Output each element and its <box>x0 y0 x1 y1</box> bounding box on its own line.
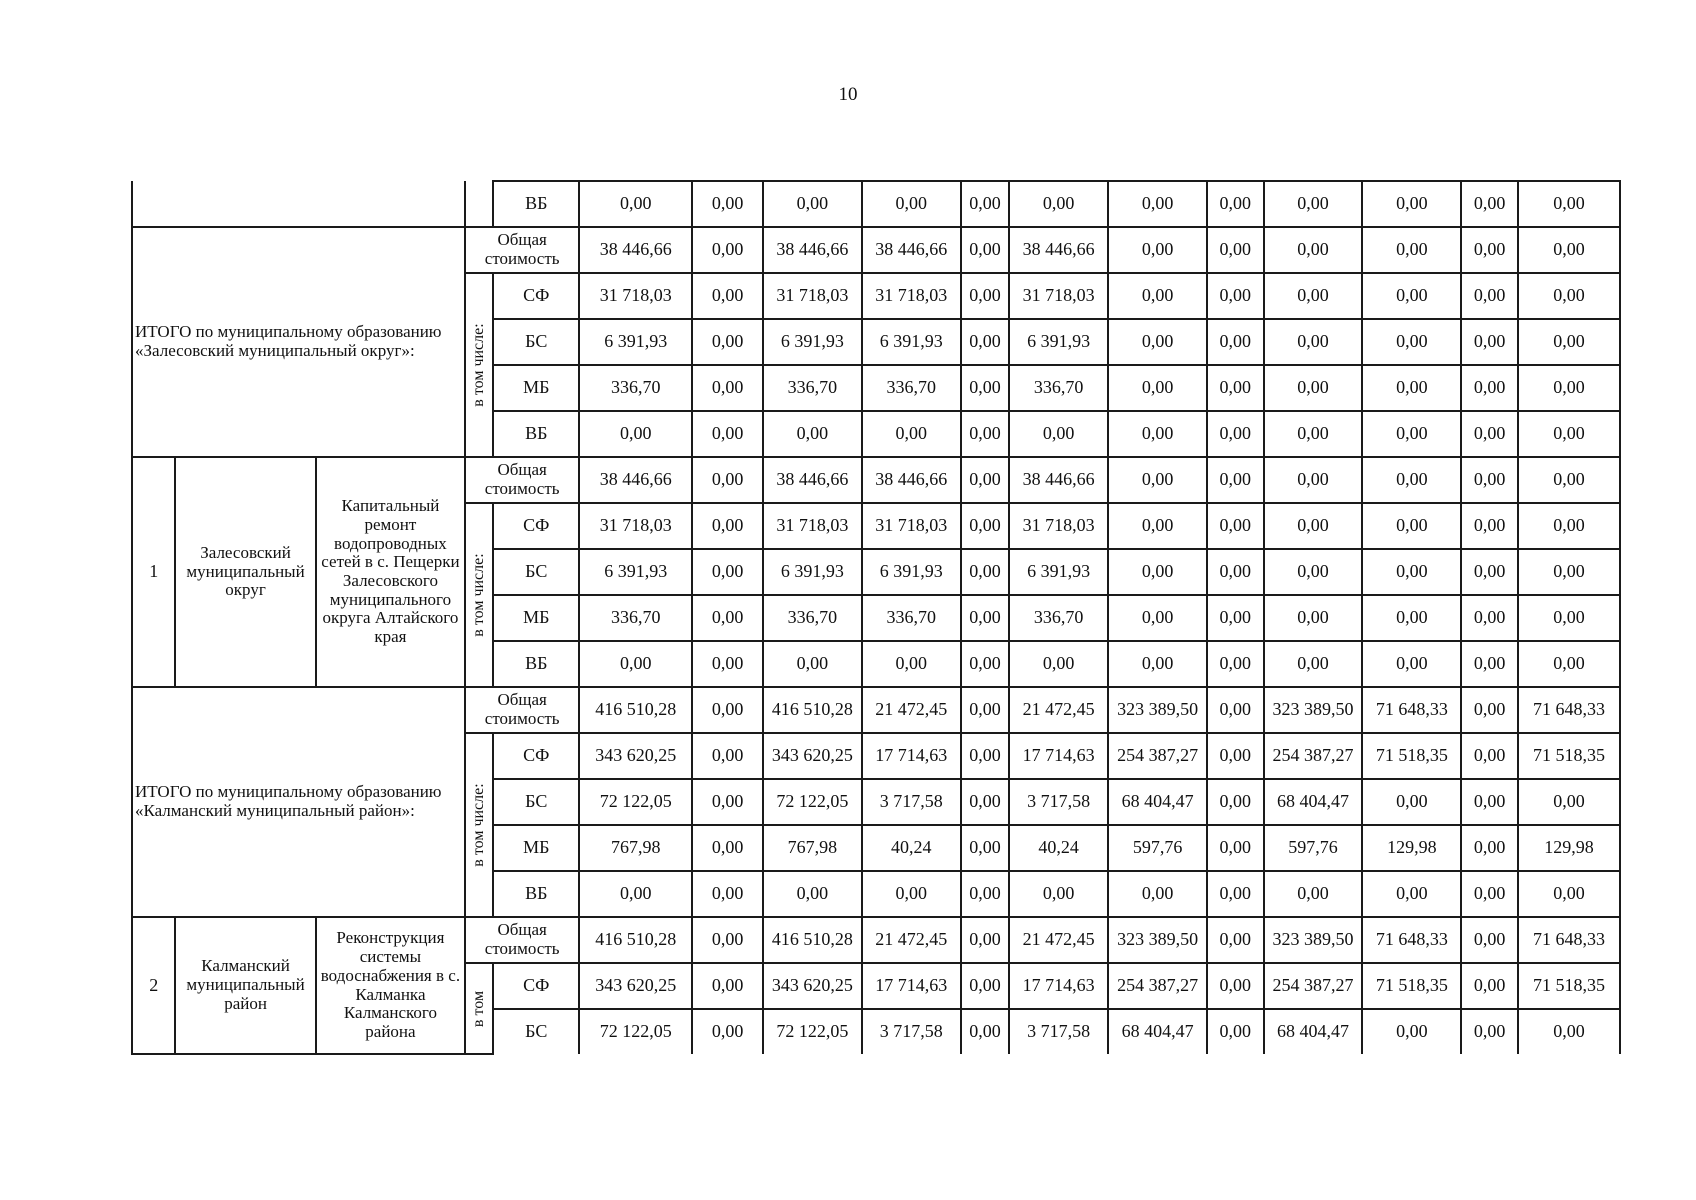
source-label: СФ <box>493 273 579 319</box>
value-cell: 0,00 <box>1207 181 1264 227</box>
value-cell: 0,00 <box>1264 503 1363 549</box>
value-cell: 68 404,47 <box>1264 779 1363 825</box>
value-cell: 0,00 <box>961 411 1009 457</box>
value-cell: 0,00 <box>862 871 961 917</box>
value-cell: 254 387,27 <box>1264 963 1363 1009</box>
value-cell: 40,24 <box>862 825 961 871</box>
value-cell: 0,00 <box>1264 641 1363 687</box>
value-cell: 336,70 <box>862 365 961 411</box>
source-label: ВБ <box>493 181 579 227</box>
funding-table <box>131 180 1621 1055</box>
value-cell: 0,00 <box>1362 1009 1461 1054</box>
value-cell: 0,00 <box>1518 549 1620 595</box>
value-cell: 0,00 <box>1461 595 1518 641</box>
value-cell: 0,00 <box>1108 641 1207 687</box>
value-cell: 0,00 <box>1207 825 1264 871</box>
value-cell: 0,00 <box>1207 503 1264 549</box>
value-cell: 0,00 <box>1009 181 1108 227</box>
value-cell: 0,00 <box>1207 733 1264 779</box>
value-cell: 6 391,93 <box>763 549 862 595</box>
value-cell: 40,24 <box>1009 825 1108 871</box>
including-label <box>465 503 493 687</box>
value-cell: 3 717,58 <box>862 779 961 825</box>
value-cell: 0,00 <box>1264 411 1363 457</box>
page-number: 10 <box>838 84 858 105</box>
value-cell: 336,70 <box>1009 595 1108 641</box>
value-cell: 0,00 <box>692 227 763 273</box>
value-cell: 0,00 <box>1264 871 1363 917</box>
value-cell: 0,00 <box>1518 1009 1620 1054</box>
value-cell: 0,00 <box>1362 503 1461 549</box>
value-cell: 597,76 <box>1264 825 1363 871</box>
value-cell: 0,00 <box>692 917 763 963</box>
value-cell: 21 472,45 <box>1009 687 1108 733</box>
source-label: СФ <box>493 503 579 549</box>
table-row <box>132 181 1620 227</box>
value-cell: 3 717,58 <box>1009 1009 1108 1054</box>
value-cell: 0,00 <box>961 227 1009 273</box>
value-cell: 336,70 <box>579 595 692 641</box>
value-cell: 0,00 <box>692 779 763 825</box>
table-row <box>132 457 1620 503</box>
value-cell: 323 389,50 <box>1108 687 1207 733</box>
value-cell: 0,00 <box>1207 779 1264 825</box>
value-cell: 0,00 <box>961 733 1009 779</box>
value-cell: 3 717,58 <box>1009 779 1108 825</box>
value-cell: 0,00 <box>1362 779 1461 825</box>
value-cell: 0,00 <box>1207 227 1264 273</box>
value-cell: 38 446,66 <box>1009 227 1108 273</box>
value-cell: 31 718,03 <box>1009 273 1108 319</box>
empty-cell <box>465 181 493 227</box>
value-cell: 0,00 <box>1207 319 1264 365</box>
value-cell: 6 391,93 <box>1009 549 1108 595</box>
value-cell: 0,00 <box>1362 227 1461 273</box>
value-cell: 0,00 <box>961 181 1009 227</box>
value-cell: 0,00 <box>1264 549 1363 595</box>
value-cell: 0,00 <box>1461 227 1518 273</box>
value-cell: 0,00 <box>1264 365 1363 411</box>
value-cell: 68 404,47 <box>1264 1009 1363 1054</box>
value-cell: 0,00 <box>1108 411 1207 457</box>
object-description: Капитальный ремонт водопроводных сетей в с. Пещерки Залесовского муниципального округа Алтайского края <box>316 457 465 687</box>
value-cell: 323 389,50 <box>1264 917 1363 963</box>
value-cell: 0,00 <box>961 641 1009 687</box>
source-label: ВБ <box>493 641 579 687</box>
value-cell: 0,00 <box>1207 365 1264 411</box>
including-text: в том числе: <box>470 323 488 407</box>
value-cell: 0,00 <box>1461 733 1518 779</box>
value-cell: 0,00 <box>1461 273 1518 319</box>
source-label: СФ <box>493 963 579 1009</box>
value-cell: 0,00 <box>961 963 1009 1009</box>
value-cell: 31 718,03 <box>763 273 862 319</box>
value-cell: 0,00 <box>692 319 763 365</box>
value-cell: 0,00 <box>1264 595 1363 641</box>
value-cell: 0,00 <box>1518 273 1620 319</box>
value-cell: 0,00 <box>1207 595 1264 641</box>
value-cell: 254 387,27 <box>1108 963 1207 1009</box>
value-cell: 71 518,35 <box>1362 963 1461 1009</box>
value-cell: 129,98 <box>1362 825 1461 871</box>
value-cell: 0,00 <box>1518 503 1620 549</box>
value-cell: 0,00 <box>862 411 961 457</box>
value-cell: 6 391,93 <box>579 319 692 365</box>
value-cell: 0,00 <box>579 641 692 687</box>
value-cell: 0,00 <box>692 457 763 503</box>
value-cell: 0,00 <box>692 503 763 549</box>
value-cell: 0,00 <box>1108 457 1207 503</box>
value-cell: 0,00 <box>1207 871 1264 917</box>
value-cell: 0,00 <box>763 411 862 457</box>
value-cell: 0,00 <box>692 549 763 595</box>
value-cell: 6 391,93 <box>862 549 961 595</box>
value-cell: 71 648,33 <box>1518 917 1620 963</box>
value-cell: 0,00 <box>1207 641 1264 687</box>
including-label <box>465 963 493 1054</box>
value-cell: 0,00 <box>961 319 1009 365</box>
value-cell: 0,00 <box>1009 871 1108 917</box>
value-cell: 0,00 <box>961 871 1009 917</box>
value-cell: 0,00 <box>763 871 862 917</box>
value-cell: 0,00 <box>1362 549 1461 595</box>
value-cell: 71 648,33 <box>1362 917 1461 963</box>
source-label: СФ <box>493 733 579 779</box>
including-text: в том <box>470 990 488 1027</box>
value-cell: 0,00 <box>1264 273 1363 319</box>
value-cell: 0,00 <box>1362 319 1461 365</box>
value-cell: 17 714,63 <box>1009 733 1108 779</box>
table-row <box>132 687 1620 733</box>
municipality-name: Залесовский муниципальный округ <box>175 457 315 687</box>
table-row <box>132 917 1620 963</box>
value-cell: 0,00 <box>1362 181 1461 227</box>
value-cell: 0,00 <box>692 273 763 319</box>
value-cell: 343 620,25 <box>763 963 862 1009</box>
value-cell: 31 718,03 <box>1009 503 1108 549</box>
value-cell: 0,00 <box>961 595 1009 641</box>
value-cell: 0,00 <box>1518 227 1620 273</box>
value-cell: 0,00 <box>1108 549 1207 595</box>
total-cost-label: Общая стоимость <box>465 457 579 503</box>
source-label: ВБ <box>493 411 579 457</box>
value-cell: 336,70 <box>1009 365 1108 411</box>
value-cell: 38 446,66 <box>579 227 692 273</box>
including-label <box>465 733 493 917</box>
value-cell: 6 391,93 <box>1009 319 1108 365</box>
value-cell: 129,98 <box>1518 825 1620 871</box>
empty-cell <box>132 181 465 227</box>
value-cell: 0,00 <box>692 595 763 641</box>
including-text: в том числе: <box>470 553 488 637</box>
value-cell: 0,00 <box>1362 365 1461 411</box>
value-cell: 254 387,27 <box>1108 733 1207 779</box>
value-cell: 31 718,03 <box>579 503 692 549</box>
value-cell: 343 620,25 <box>763 733 862 779</box>
value-cell: 0,00 <box>1461 319 1518 365</box>
value-cell: 0,00 <box>1108 595 1207 641</box>
value-cell: 0,00 <box>692 963 763 1009</box>
value-cell: 0,00 <box>1461 503 1518 549</box>
value-cell: 68 404,47 <box>1108 779 1207 825</box>
value-cell: 0,00 <box>763 641 862 687</box>
value-cell: 38 446,66 <box>862 227 961 273</box>
value-cell: 3 717,58 <box>862 1009 961 1054</box>
value-cell: 0,00 <box>1518 365 1620 411</box>
value-cell: 336,70 <box>579 365 692 411</box>
value-cell: 343 620,25 <box>579 963 692 1009</box>
value-cell: 38 446,66 <box>1009 457 1108 503</box>
value-cell: 0,00 <box>1461 825 1518 871</box>
value-cell: 0,00 <box>961 687 1009 733</box>
value-cell: 0,00 <box>961 457 1009 503</box>
value-cell: 0,00 <box>961 917 1009 963</box>
value-cell: 0,00 <box>1207 1009 1264 1054</box>
source-label: МБ <box>493 365 579 411</box>
value-cell: 0,00 <box>763 181 862 227</box>
value-cell: 31 718,03 <box>862 273 961 319</box>
value-cell: 0,00 <box>1207 549 1264 595</box>
source-label: БС <box>493 549 579 595</box>
value-cell: 416 510,28 <box>579 687 692 733</box>
value-cell: 0,00 <box>1009 641 1108 687</box>
value-cell: 0,00 <box>1461 687 1518 733</box>
value-cell: 0,00 <box>1518 457 1620 503</box>
value-cell: 343 620,25 <box>579 733 692 779</box>
value-cell: 0,00 <box>1461 779 1518 825</box>
value-cell: 0,00 <box>1518 641 1620 687</box>
value-cell: 0,00 <box>579 181 692 227</box>
value-cell: 0,00 <box>1518 181 1620 227</box>
value-cell: 0,00 <box>1461 411 1518 457</box>
value-cell: 0,00 <box>1108 365 1207 411</box>
value-cell: 0,00 <box>692 181 763 227</box>
value-cell: 71 518,35 <box>1518 733 1620 779</box>
value-cell: 0,00 <box>1362 595 1461 641</box>
value-cell: 68 404,47 <box>1108 1009 1207 1054</box>
municipality-name: Калманский муниципальный район <box>175 917 315 1054</box>
total-title: ИТОГО по муниципальному образованию «Калманский муниципальный район»: <box>132 687 465 917</box>
value-cell: 0,00 <box>1362 411 1461 457</box>
value-cell: 0,00 <box>692 365 763 411</box>
value-cell: 0,00 <box>1461 641 1518 687</box>
value-cell: 0,00 <box>1207 411 1264 457</box>
value-cell: 0,00 <box>961 1009 1009 1054</box>
value-cell: 72 122,05 <box>763 1009 862 1054</box>
value-cell: 31 718,03 <box>579 273 692 319</box>
value-cell: 31 718,03 <box>763 503 862 549</box>
value-cell: 21 472,45 <box>862 687 961 733</box>
value-cell: 0,00 <box>1518 595 1620 641</box>
total-title: ИТОГО по муниципальному образованию «Залесовский муниципальный округ»: <box>132 227 465 457</box>
value-cell: 0,00 <box>692 687 763 733</box>
value-cell: 0,00 <box>961 365 1009 411</box>
value-cell: 71 648,33 <box>1362 687 1461 733</box>
value-cell: 38 446,66 <box>579 457 692 503</box>
value-cell: 0,00 <box>1461 365 1518 411</box>
value-cell: 0,00 <box>1264 319 1363 365</box>
value-cell: 0,00 <box>1362 871 1461 917</box>
value-cell: 0,00 <box>1461 917 1518 963</box>
value-cell: 0,00 <box>692 871 763 917</box>
value-cell: 0,00 <box>1461 181 1518 227</box>
value-cell: 0,00 <box>1461 457 1518 503</box>
value-cell: 0,00 <box>1461 549 1518 595</box>
value-cell: 0,00 <box>1207 273 1264 319</box>
value-cell: 6 391,93 <box>862 319 961 365</box>
value-cell: 0,00 <box>1518 779 1620 825</box>
value-cell: 0,00 <box>1461 871 1518 917</box>
value-cell: 597,76 <box>1108 825 1207 871</box>
value-cell: 17 714,63 <box>862 733 961 779</box>
value-cell: 0,00 <box>579 411 692 457</box>
value-cell: 71 518,35 <box>1518 963 1620 1009</box>
total-cost-label: Общая стоимость <box>465 227 579 273</box>
source-label: ВБ <box>493 871 579 917</box>
value-cell: 0,00 <box>1108 181 1207 227</box>
value-cell: 0,00 <box>1207 687 1264 733</box>
value-cell: 767,98 <box>579 825 692 871</box>
value-cell: 38 446,66 <box>862 457 961 503</box>
value-cell: 0,00 <box>1207 917 1264 963</box>
value-cell: 38 446,66 <box>763 227 862 273</box>
value-cell: 0,00 <box>1108 503 1207 549</box>
value-cell: 416 510,28 <box>763 687 862 733</box>
value-cell: 0,00 <box>1108 273 1207 319</box>
row-number: 2 <box>132 917 175 1054</box>
value-cell: 6 391,93 <box>763 319 862 365</box>
value-cell: 0,00 <box>961 273 1009 319</box>
value-cell: 767,98 <box>763 825 862 871</box>
value-cell: 0,00 <box>1009 411 1108 457</box>
value-cell: 31 718,03 <box>862 503 961 549</box>
value-cell: 72 122,05 <box>579 1009 692 1054</box>
value-cell: 0,00 <box>1461 1009 1518 1054</box>
value-cell: 0,00 <box>579 871 692 917</box>
value-cell: 0,00 <box>1362 273 1461 319</box>
source-label: БС <box>493 779 579 825</box>
value-cell: 0,00 <box>1264 181 1363 227</box>
value-cell: 0,00 <box>1207 457 1264 503</box>
table-row <box>132 227 1620 273</box>
value-cell: 323 389,50 <box>1264 687 1363 733</box>
value-cell: 0,00 <box>961 825 1009 871</box>
value-cell: 323 389,50 <box>1108 917 1207 963</box>
value-cell: 21 472,45 <box>1009 917 1108 963</box>
value-cell: 71 648,33 <box>1518 687 1620 733</box>
value-cell: 0,00 <box>862 641 961 687</box>
value-cell: 254 387,27 <box>1264 733 1363 779</box>
value-cell: 0,00 <box>1461 963 1518 1009</box>
value-cell: 0,00 <box>1518 411 1620 457</box>
source-label: МБ <box>493 595 579 641</box>
value-cell: 72 122,05 <box>579 779 692 825</box>
value-cell: 336,70 <box>862 595 961 641</box>
source-label: БС <box>493 1009 579 1054</box>
value-cell: 0,00 <box>1264 457 1363 503</box>
value-cell: 0,00 <box>1108 319 1207 365</box>
value-cell: 336,70 <box>763 365 862 411</box>
value-cell: 17 714,63 <box>1009 963 1108 1009</box>
value-cell: 0,00 <box>961 779 1009 825</box>
source-label: БС <box>493 319 579 365</box>
value-cell: 0,00 <box>862 181 961 227</box>
value-cell: 72 122,05 <box>763 779 862 825</box>
value-cell: 0,00 <box>1264 227 1363 273</box>
value-cell: 0,00 <box>1108 227 1207 273</box>
value-cell: 38 446,66 <box>763 457 862 503</box>
source-label: МБ <box>493 825 579 871</box>
including-text: в том числе: <box>470 783 488 867</box>
object-description: Реконструкция системы водоснабжения в с. Калманка Калманского района <box>316 917 465 1054</box>
value-cell: 416 510,28 <box>579 917 692 963</box>
including-label <box>465 273 493 457</box>
value-cell: 0,00 <box>692 733 763 779</box>
value-cell: 0,00 <box>1518 871 1620 917</box>
value-cell: 0,00 <box>1518 319 1620 365</box>
total-cost-label: Общая стоимость <box>465 917 579 963</box>
total-cost-label: Общая стоимость <box>465 687 579 733</box>
value-cell: 0,00 <box>692 825 763 871</box>
value-cell: 0,00 <box>961 549 1009 595</box>
value-cell: 0,00 <box>1362 641 1461 687</box>
value-cell: 416 510,28 <box>763 917 862 963</box>
value-cell: 17 714,63 <box>862 963 961 1009</box>
value-cell: 0,00 <box>1362 457 1461 503</box>
value-cell: 0,00 <box>692 641 763 687</box>
row-number: 1 <box>132 457 175 687</box>
value-cell: 6 391,93 <box>579 549 692 595</box>
value-cell: 71 518,35 <box>1362 733 1461 779</box>
value-cell: 0,00 <box>1108 871 1207 917</box>
value-cell: 336,70 <box>763 595 862 641</box>
value-cell: 0,00 <box>1207 963 1264 1009</box>
value-cell: 0,00 <box>692 411 763 457</box>
value-cell: 21 472,45 <box>862 917 961 963</box>
value-cell: 0,00 <box>692 1009 763 1054</box>
value-cell: 0,00 <box>961 503 1009 549</box>
